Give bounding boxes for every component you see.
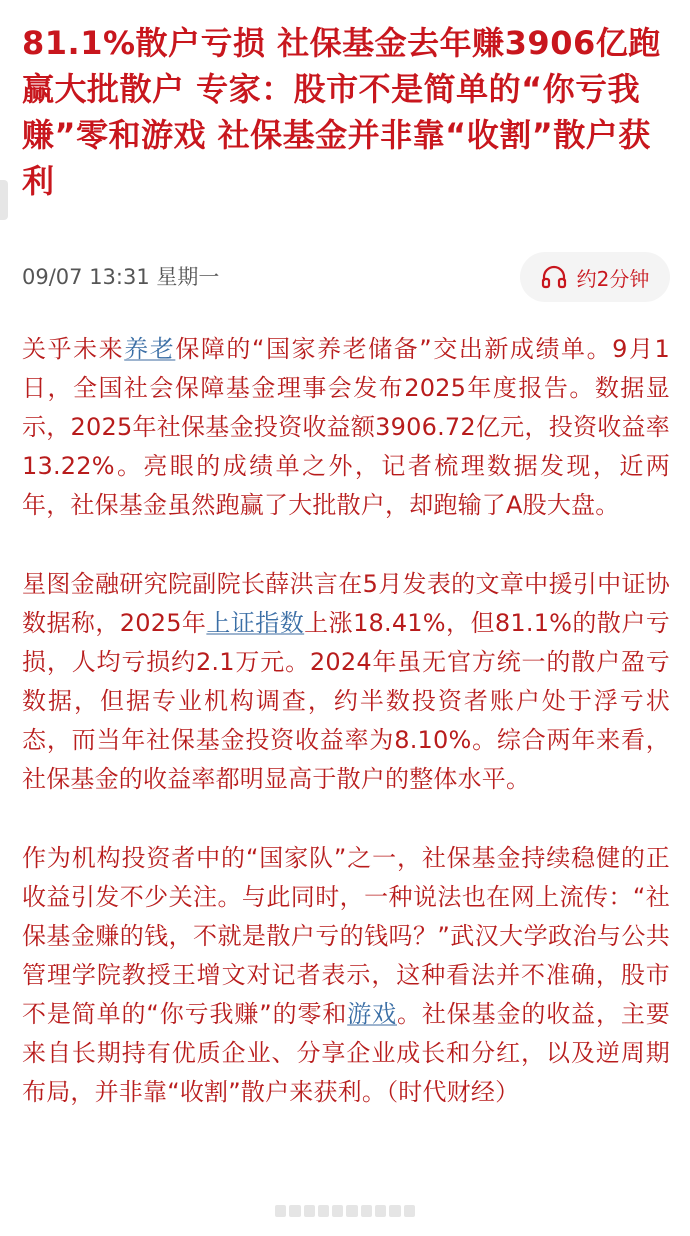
listen-audio-button[interactable]	[520, 252, 670, 302]
article-header	[22, 20, 670, 204]
listen-duration-label: 约2分钟	[576, 266, 650, 291]
paragraph-text: 保障的“国家养老储备”交出新成绩单。9月1日，全国社会保障基金理事会发布2025年度报告。数据显示，2025年社保基金投资收益额3906.72亿元，投资收益率13.22%。亮眼的成绩单之外，记者梳理数据发现，近两年，社保基金虽然跑赢了大批散户，却跑输了A股大盘。	[22, 335, 670, 519]
watermark-mark	[289, 1205, 300, 1217]
paragraph-3	[22, 839, 670, 1112]
watermark-mark	[361, 1205, 372, 1217]
watermark-mark	[304, 1205, 315, 1217]
article-body	[22, 330, 670, 1152]
link-yanglao[interactable]: 养老	[124, 335, 176, 363]
paragraph-text: 。社保基金的收益，主要来自长期持有优质企业、分享企业成长和分红，以及逆周期布局，并非靠“收割”散户来获利。（时代财经）	[22, 1000, 670, 1106]
paragraph-1	[22, 330, 670, 525]
link-game[interactable]: 游戏	[347, 1000, 397, 1028]
watermark-mark	[404, 1205, 415, 1217]
watermark	[275, 1198, 415, 1224]
watermark-mark	[275, 1205, 286, 1217]
article-title: 81.1%散户亏损 社保基金去年赚3906亿跑赢大批散户 专家：股市不是简单的“你亏我赚”零和游戏 社保基金并非靠“收割”散户获利	[22, 24, 661, 200]
watermark-mark	[346, 1205, 357, 1217]
watermark-mark	[375, 1205, 386, 1217]
watermark-mark	[332, 1205, 343, 1217]
link-shanghai-index[interactable]: 上证指数	[206, 609, 305, 637]
edge-scroll-indicator	[0, 180, 8, 220]
paragraph-text: 上涨18.41%，但81.1%的散户亏损，人均亏损约2.1万元。2024年虽无官方统一的散户盈亏数据，但据专业机构调查，约半数投资者账户处于浮亏状态，而当年社保基金投资收益率为8.10%。综合两年来看，社保基金的收益率都明显高于散户的整体水平。	[22, 609, 670, 793]
article-meta	[22, 252, 670, 302]
paragraph-text: 作为机构投资者中的“国家队”之一，社保基金持续稳健的正收益引发不少关注。与此同时，一种说法也在网上流传：“社保基金赚的钱，不就是散户亏的钱吗？”武汉大学政治与公共管理学院教授王增文对记者表示，这种看法并不准确，股市不是简单的“你亏我赚”的零和	[22, 844, 670, 1028]
headphones-icon	[541, 265, 567, 289]
paragraph-text: 关乎未来	[22, 335, 125, 363]
watermark-mark	[389, 1205, 400, 1217]
paragraph-text: 星图金融研究院副院长薛洪言在5月发表的文章中援引中证协数据称，2025年	[22, 570, 670, 637]
paragraph-2	[22, 565, 670, 799]
watermark-mark	[318, 1205, 329, 1217]
publish-date: 09/07 13:31 星期一	[22, 265, 220, 289]
